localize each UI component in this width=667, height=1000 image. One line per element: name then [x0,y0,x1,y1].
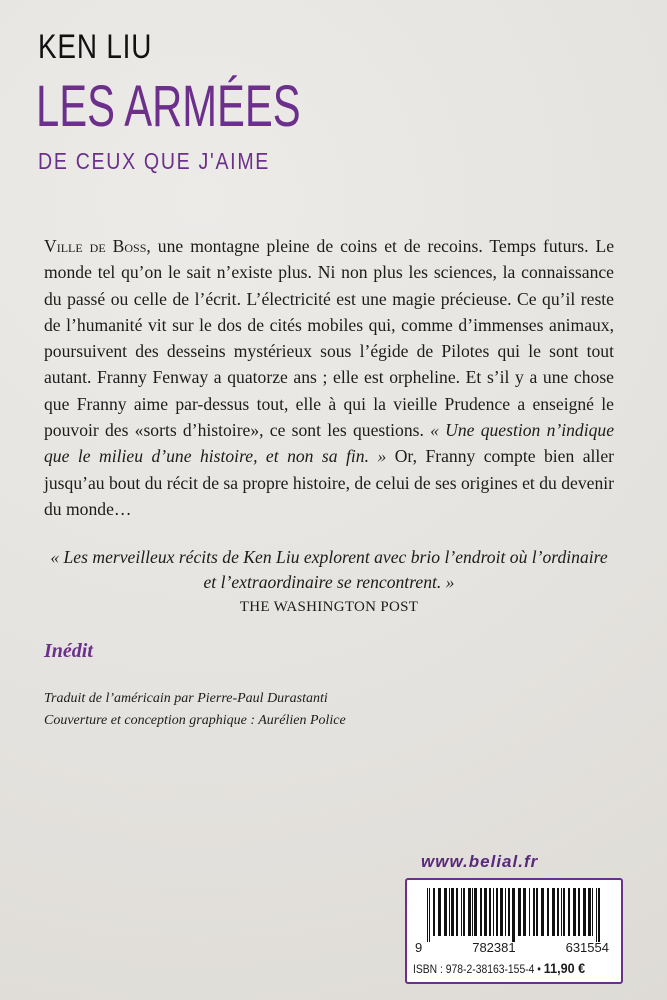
isbn-number: ISBN : 978-2-38163-155-4 [413,964,535,976]
press-review [44,545,614,620]
credits [44,688,346,732]
synopsis-lead: Ville de Boss [44,236,147,256]
barcode-digit-group: 9 [415,940,423,955]
barcode-digits [411,940,617,955]
review-source: THE WASHINGTON POST [239,599,419,615]
publisher-website: www.belial.fr [421,852,539,871]
barcode-digit-group: 631554 [565,940,609,955]
edition-label: Inédit [44,640,93,662]
author-name: KEN LIU [38,28,153,66]
synopsis [44,233,614,522]
isbn-price-line [413,960,597,976]
synopsis-part-1: , une montagne pleine de coins et de recoins. Temps futurs. Le monde tel qu’on le sait n’existe plus. Ni non plus les sciences, la connaissance du passé ou celle de l’écrit. L’électricité est une magie précieuse. Ce qu’il reste de l’humanité vit sur le dos de cités mobiles qui, comme d’immenses animaux, poursuivent des desseins mystérieux sous l’égide de Pilotes qui le sont tout autant. Franny Fenway a quatorze ans ; elle est orpheline. Et s’il y a une chose que Franny aime par-dessus tout, elle à qui la vieille Prudence a enseigné le pouvoir des «sorts d’histoire», ce sont les questions. [44,236,615,441]
synopsis-quote: « Une question n’indique que le milieu d’une histoire, et non sa fin. » [44,420,614,467]
barcode-panel [405,878,623,984]
barcode-icon [427,888,603,942]
synopsis-part-2: Or, Franny compte bien aller jusqu’au bout du récit de sa propre histoire, de celui de ses origines et du devenir du monde… [44,446,614,519]
review-quote: « Les merveilleux récits de Ken Liu explorent avec brio l’endroit où l’ordinaire et l’extraordinaire se rencontrent. » [50,547,608,592]
isbn-separator: • [534,964,544,976]
book-title: LES ARMÉES [36,74,301,139]
translator-credit: Traduit de l’américain par Pierre-Paul Durastanti [44,691,328,706]
book-subtitle: DE CEUX QUE J'AIME [38,148,271,174]
barcode-digit-group: 782381 [472,940,516,955]
price: 11,90 € [543,960,586,976]
cover-credit: Couverture et conception graphique : Aurélien Police [44,713,346,728]
